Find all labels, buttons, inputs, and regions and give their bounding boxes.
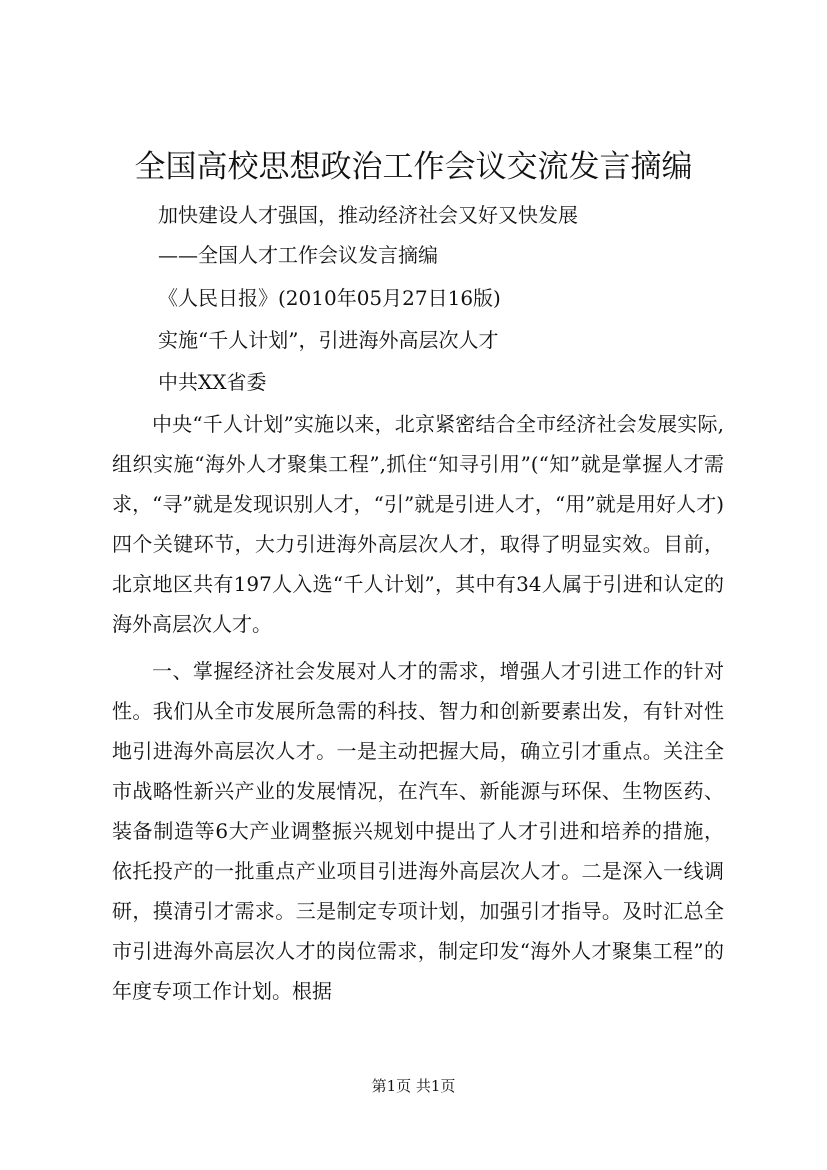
page-footer: 第1页 共1页 [371,1077,456,1095]
section-heading: 实施“千人计划”，引进海外高层次人才 [158,328,499,352]
body-paragraph-2: 一、掌握经济社会发展对人才的需求，增强人才引进工作的针对性。我们从全市发展所急需的科技、智力和创新要素出发，有针对性地引进海外高层次人才。一是主动把握大局，确立引才重点。关注全市战略性新兴产业的发展情况，在汽车、新能源与环保、生物医药、装备制造等6大产业调整振兴规划中提出了人才引进和培养的措施，依托投产的一批重点产业项目引进海外高层次人才。二是深入一线调研，摸清引才需求。三是制定专项计划，加强引才指导。及时汇总全市引进海外高层次人才的岗位需求，制定印发“海外人才聚集工程”的年度专项工作计划。根据 [112,659,724,1003]
subtitle-line: 加快建设人才强国，推动经济社会又好又快发展 [158,203,578,227]
publication-line: 《人民日报》(2010年05月27日16版) [158,286,501,310]
author-line: 中共XX省委 [158,370,267,394]
subtitle-source-line: ——全国人才工作会议发言摘编 [158,243,438,267]
document-title: 全国高校思想政治工作会议交流发言摘编 [134,149,693,185]
body-paragraph-1: 中央“千人计划”实施以来，北京紧密结合全市经济社会发展实际,组织实施“海外人才聚集工程”,抓住“知寻引用”(“知”就是掌握人才需求，“寻”就是发现识别人才，“引”就是引进人才，“用”就是用好人才)四个关键环节，大力引进海外高层次人才，取得了明显实效。目前，北京地区共有197人入选“千人计划”，其中有34人属于引进和认定的海外高层次人才。 [112,412,724,636]
